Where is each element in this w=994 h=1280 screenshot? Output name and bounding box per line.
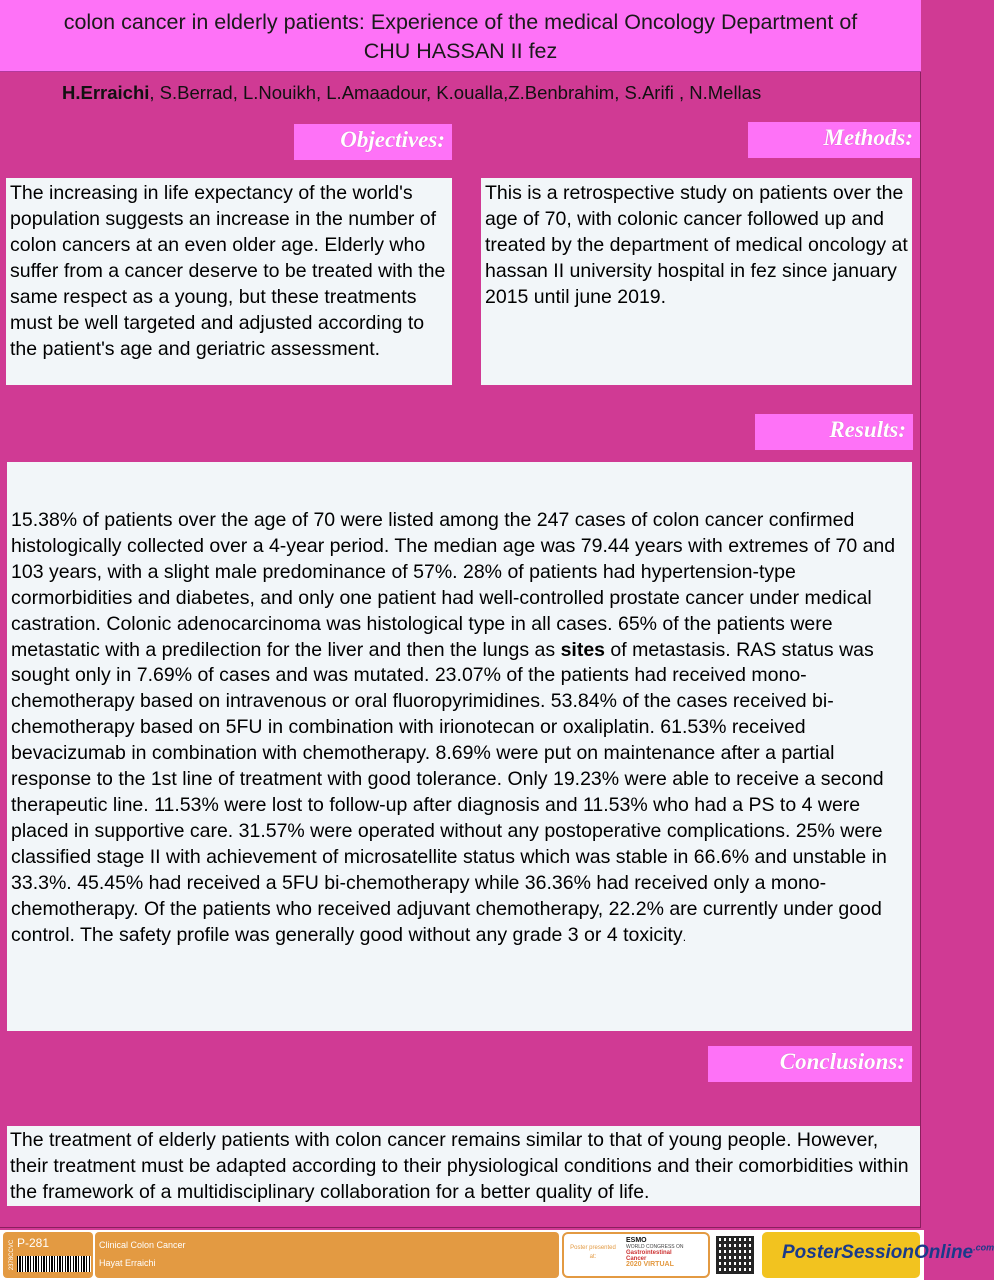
first-author: H.Erraichi (62, 82, 150, 103)
poster-title (0, 0, 921, 72)
methods-heading: Methods: (748, 122, 920, 158)
pso-brand-2: SessionOnline (841, 1242, 974, 1263)
pso-com: .com (973, 1242, 994, 1253)
title-line-1: colon cancer in elderly patients: Experience of the medical Oncology Department of (63, 10, 858, 34)
poster-presenter: Hayat Erraichi (99, 1258, 156, 1268)
esmo-congress: WORLD CONGRESS ON (626, 1244, 684, 1250)
conclusions-text: The treatment of elderly patients with colon cancer remains similar to that of young people. However, their treatment must be adapted according to their physiological conditions and their comorbidities within the framework of a multidisciplinary collaboration for a better quality of life. (7, 1126, 920, 1206)
poster-id-block (3, 1232, 93, 1278)
results-text-end: . (682, 929, 687, 944)
poster-number: P-281 (17, 1236, 50, 1250)
objectives-heading: Objectives: (294, 124, 452, 160)
co-authors: , S.Berrad, L.Nouikh, L.Amaadour, K.oualla,Z.Benbrahim, S.Arifi , N.Mellas (149, 82, 762, 103)
poster-side-code: 2378CCVC (9, 1239, 16, 1271)
presented-at-label: Poster presented at: (570, 1245, 616, 1260)
poster-category: Clinical Colon Cancer (99, 1240, 186, 1250)
results-text-part-2: of metastasis. RAS status was sought only in 7.69% of cases and was mutated. 23.07% of the patients had received mono-chemotherapy based on intravenous or oral fluoropyrimidines. 53.84% of the cases received bi-chemotherapy based on 5FU in combination with irionotecan or oxaliplatin. 61.53% received bevacizumab in combination with chemotherapy. 8.69% were put on maintenance after a partial response to the 1st line of treatment with good tolerance. Only 19.23% were able to receive a second therapeutic line. 11.53% were lost to follow-up after diagnosis and 11.53% who had a PS to 4 were placed in supportive care. 31.57% were operated without any postoperative complications. 25% were classified stage II with achievement of microsatellite status which was stable in 66.6% and unstable in 33.3%. 45.45% had received a 5FU bi-chemotherapy while 36.36% had received only a mono-chemotherapy. Of the patients who received adjuvant chemotherapy, 22.2% are currently under good control. The safety profile was generally good without any grade 3 or 4 toxicity (11, 638, 887, 946)
footer (0, 1230, 994, 1280)
title-line-2: CHU HASSAN II fez (363, 39, 558, 63)
esmo-logo (626, 1238, 706, 1274)
esmo-congress-badge (562, 1232, 710, 1278)
esmo-title-1: Gastrointestinal (626, 1250, 672, 1256)
postersessiononline-logo[interactable] (762, 1232, 994, 1278)
conclusions-heading: Conclusions: (708, 1046, 912, 1082)
results-text-bold: sites (560, 638, 606, 661)
esmo-virtual: 2020 VIRTUAL (626, 1261, 674, 1268)
qr-code-icon[interactable] (716, 1236, 754, 1274)
results-heading: Results: (755, 414, 913, 450)
esmo-title-2: Cancer (626, 1256, 647, 1262)
poster-info-block (95, 1232, 559, 1278)
results-text-part-1: 15.38% of patients over the age of 70 were listed among the 247 cases of colon cancer confirmed histologically collected over a 4-year period. The median age was 79.44 years with extremes of 70 and 103 years, with a slight male predominance of 57%. 28% of patients had hypertension-type cormorbidities and diabetes, and only one patient had well-controlled prostate cancer under medical castration. Colonic adenocarcinoma was histological type in all cases. 65% of the patients were metastatic with a predilection for the liver and then the lungs as (11, 509, 896, 661)
esmo-brand: ESMO (626, 1237, 647, 1244)
objectives-text: The increasing in life expectancy of the world's population suggests an increase in the number of colon cancers at an even older age. Elderly who suffer from a cancer deserve to be treated with the same respect as a young, but these treatments must be well targeted and adjusted according to the patient's age and geriatric assessment. (6, 178, 452, 385)
methods-text: This is a retrospective study on patients over the age of 70, with colonic cancer followed up and treated by the department of medical oncology at hassan II university hospital in fez since january 2015 until june 2019. (481, 178, 912, 385)
barcode-icon (17, 1256, 91, 1272)
results-text (7, 462, 912, 1031)
pso-brand-1: Poster (782, 1242, 842, 1263)
author-list (62, 82, 912, 104)
